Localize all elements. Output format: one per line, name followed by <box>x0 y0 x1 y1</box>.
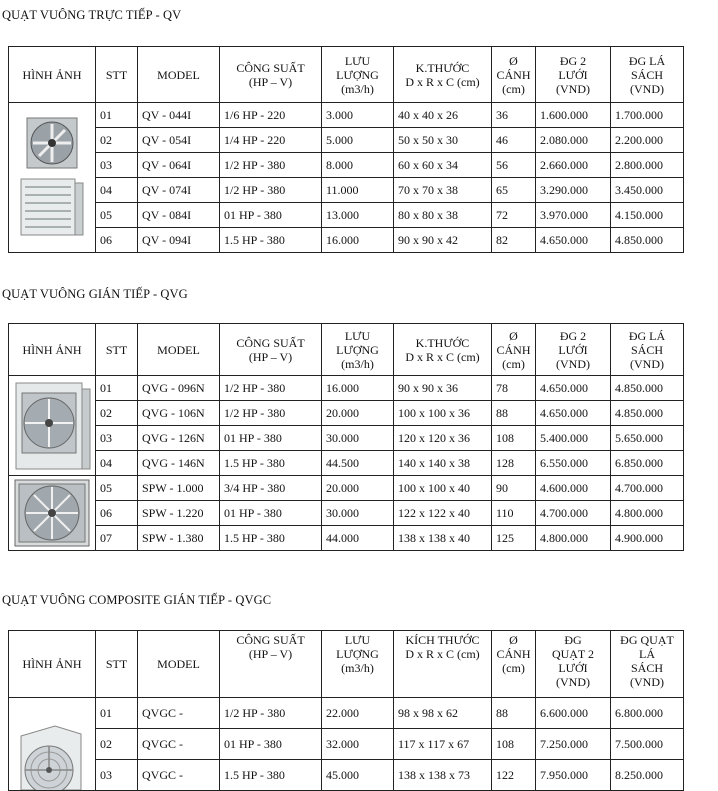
cell-stt: 02 <box>96 729 138 760</box>
table-row <box>9 153 684 178</box>
table-row <box>9 203 684 228</box>
col-header-blade: Ø CÁNH (cm) <box>492 47 536 103</box>
table-row <box>9 526 684 551</box>
cell-price-louver: 6.850.000 <box>611 451 684 476</box>
cell-flow: 3.000 <box>322 103 394 128</box>
col-header-image: HÌNH ẢNH <box>9 324 96 376</box>
cell-size: 90 x 90 x 36 <box>394 376 492 401</box>
product-image-cell <box>9 698 96 791</box>
cell-size: 40 x 40 x 26 <box>394 103 492 128</box>
col-header-stt: STT <box>96 631 138 698</box>
table-row <box>9 698 684 729</box>
cell-price-mesh: 5.400.000 <box>536 426 611 451</box>
col-header-power: CÔNG SUẤT (HP – V) <box>220 47 322 103</box>
cell-price-louver: 4.850.000 <box>611 401 684 426</box>
fan-louver-image <box>19 177 85 239</box>
table-row <box>9 178 684 203</box>
fan-mesh-image <box>26 117 78 169</box>
col-header-size: K.THƯỚC D x R x C (cm) <box>394 324 492 376</box>
product-image-cell <box>9 103 96 253</box>
cell-price-mesh: 6.600.000 <box>536 698 611 729</box>
cell-stt: 03 <box>96 760 138 791</box>
cell-model: QVG - 146N <box>138 451 220 476</box>
cell-model: QV - 074I <box>138 178 220 203</box>
cell-stt: 01 <box>96 376 138 401</box>
cell-blade: 82 <box>492 228 536 253</box>
table-row <box>9 426 684 451</box>
cell-price-louver: 2.800.000 <box>611 153 684 178</box>
cell-stt: 06 <box>96 501 138 526</box>
table-row <box>9 228 684 253</box>
table-row <box>9 476 684 501</box>
cell-model: QV - 094I <box>138 228 220 253</box>
cell-power: 01 HP - 380 <box>220 203 322 228</box>
cell-size: 90 x 90 x 42 <box>394 228 492 253</box>
cell-size: 70 x 70 x 38 <box>394 178 492 203</box>
cell-stt: 03 <box>96 153 138 178</box>
cell-flow: 13.000 <box>322 203 394 228</box>
cell-price-mesh: 3.970.000 <box>536 203 611 228</box>
cell-price-louver: 6.800.000 <box>611 698 684 729</box>
cell-price-louver: 4.800.000 <box>611 501 684 526</box>
table-row <box>9 401 684 426</box>
price-table-qvg <box>8 323 684 551</box>
cell-blade: 110 <box>492 501 536 526</box>
col-header-size: KÍCH THƯỚC D x R x C (cm) <box>394 631 492 698</box>
table-header-row <box>9 324 684 376</box>
cell-price-mesh: 2.080.000 <box>536 128 611 153</box>
cell-price-louver: 8.250.000 <box>611 760 684 791</box>
col-header-price-louver: ĐG LÁ SÁCH (VND) <box>611 324 684 376</box>
cell-price-louver: 4.850.000 <box>611 228 684 253</box>
cell-model: SPW - 1.380 <box>138 526 220 551</box>
product-image-cell <box>9 376 96 476</box>
table-row <box>9 760 684 791</box>
col-header-blade: Ø CÁNH (cm) <box>492 324 536 376</box>
cell-price-mesh: 2.660.000 <box>536 153 611 178</box>
cell-model: QV - 084I <box>138 203 220 228</box>
cell-flow: 16.000 <box>322 376 394 401</box>
col-header-stt: STT <box>96 324 138 376</box>
cell-size: 122 x 122 x 40 <box>394 501 492 526</box>
cell-power: 1.5 HP - 380 <box>220 526 322 551</box>
section-title-qv: QUẠT VUÔNG TRỰC TIẾP - QV <box>2 8 182 22</box>
cell-flow: 30.000 <box>322 501 394 526</box>
col-header-price-mesh: ĐG 2 LƯỚI (VND) <box>536 47 611 103</box>
cell-blade: 122 <box>492 760 536 791</box>
col-header-power: CÔNG SUẤT (HP – V) <box>220 631 322 698</box>
cell-stt: 02 <box>96 128 138 153</box>
table-row <box>9 729 684 760</box>
table-header-row <box>9 47 684 103</box>
cell-stt: 01 <box>96 698 138 729</box>
cell-blade: 56 <box>492 153 536 178</box>
cell-price-louver: 4.700.000 <box>611 476 684 501</box>
cell-stt: 07 <box>96 526 138 551</box>
col-header-image: HÌNH ẢNH <box>9 631 96 698</box>
cell-stt: 02 <box>96 401 138 426</box>
cell-size: 60 x 60 x 34 <box>394 153 492 178</box>
cell-stt: 01 <box>96 103 138 128</box>
cell-stt: 04 <box>96 451 138 476</box>
product-image-cell <box>9 476 96 551</box>
cell-flow: 20.000 <box>322 476 394 501</box>
cell-price-mesh: 4.800.000 <box>536 526 611 551</box>
table-row <box>9 128 684 153</box>
cell-price-mesh: 4.650.000 <box>536 376 611 401</box>
fan-indirect-image <box>10 379 94 473</box>
cell-price-louver: 3.450.000 <box>611 178 684 203</box>
cell-power: 1/2 HP - 380 <box>220 178 322 203</box>
cell-model: QVG - 106N <box>138 401 220 426</box>
cell-price-mesh: 4.600.000 <box>536 476 611 501</box>
section-title-qvgc: QUẠT VUÔNG COMPOSITE GIÁN TIẾP - QVGC <box>2 593 272 607</box>
table-row <box>9 501 684 526</box>
cell-stt: 04 <box>96 178 138 203</box>
cell-size: 50 x 50 x 30 <box>394 128 492 153</box>
cell-blade: 46 <box>492 128 536 153</box>
cell-price-mesh: 1.600.000 <box>536 103 611 128</box>
cell-price-louver: 5.650.000 <box>611 426 684 451</box>
section-title-qvg: QUẠT VUÔNG GIÁN TIẾP - QVG <box>2 287 188 301</box>
cell-flow: 16.000 <box>322 228 394 253</box>
cell-blade: 108 <box>492 729 536 760</box>
col-header-price-mesh: ĐG QUẠT 2 LƯỚI (VND) <box>536 631 611 698</box>
cell-blade: 36 <box>492 103 536 128</box>
cell-size: 98 x 98 x 62 <box>394 698 492 729</box>
price-table-qv <box>8 46 684 253</box>
cell-model: QVGC - <box>138 760 220 791</box>
col-header-flow: LƯU LƯỢNG (m3/h) <box>322 324 394 376</box>
cell-blade: 88 <box>492 698 536 729</box>
table-row <box>9 376 684 401</box>
col-header-price-mesh: ĐG 2 LƯỚI (VND) <box>536 324 611 376</box>
cell-blade: 65 <box>492 178 536 203</box>
cell-stt: 03 <box>96 426 138 451</box>
col-header-size: K.THƯỚC D x R x C (cm) <box>394 47 492 103</box>
cell-power: 1/2 HP - 380 <box>220 376 322 401</box>
cell-size: 80 x 80 x 38 <box>394 203 492 228</box>
cell-flow: 32.000 <box>322 729 394 760</box>
cell-flow: 44.500 <box>322 451 394 476</box>
cell-power: 01 HP - 380 <box>220 426 322 451</box>
cell-power: 1.5 HP - 380 <box>220 228 322 253</box>
cell-blade: 125 <box>492 526 536 551</box>
cell-flow: 30.000 <box>322 426 394 451</box>
cell-power: 1/6 HP - 220 <box>220 103 322 128</box>
col-header-model: MODEL <box>138 47 220 103</box>
cell-model: SPW - 1.000 <box>138 476 220 501</box>
cell-power: 1/2 HP - 380 <box>220 153 322 178</box>
cell-price-mesh: 4.650.000 <box>536 401 611 426</box>
cell-flow: 8.000 <box>322 153 394 178</box>
cell-price-mesh: 3.290.000 <box>536 178 611 203</box>
cell-price-mesh: 7.950.000 <box>536 760 611 791</box>
cell-price-mesh: 7.250.000 <box>536 729 611 760</box>
cell-blade: 108 <box>492 426 536 451</box>
cell-power: 01 HP - 380 <box>220 729 322 760</box>
cell-model: QVG - 096N <box>138 376 220 401</box>
col-header-power: CÔNG SUẤT (HP – V) <box>220 324 322 376</box>
cell-blade: 78 <box>492 376 536 401</box>
cell-size: 100 x 100 x 40 <box>394 476 492 501</box>
cell-flow: 22.000 <box>322 698 394 729</box>
fan-spw-image <box>13 478 91 548</box>
fan-composite-image <box>15 720 85 790</box>
col-header-flow: LƯU LƯỢNG (m3/h) <box>322 631 394 698</box>
table-row <box>9 103 684 128</box>
col-header-price-louver: ĐG LÁ SÁCH (VND) <box>611 47 684 103</box>
cell-power: 1.5 HP - 380 <box>220 760 322 791</box>
table-header-row <box>9 631 684 698</box>
cell-model: QVGC - <box>138 729 220 760</box>
cell-size: 138 x 138 x 40 <box>394 526 492 551</box>
cell-price-louver: 4.850.000 <box>611 376 684 401</box>
cell-price-mesh: 4.700.000 <box>536 501 611 526</box>
cell-stt: 06 <box>96 228 138 253</box>
cell-flow: 44.000 <box>322 526 394 551</box>
cell-size: 100 x 100 x 36 <box>394 401 492 426</box>
cell-flow: 5.000 <box>322 128 394 153</box>
cell-stt: 05 <box>96 203 138 228</box>
cell-price-louver: 7.500.000 <box>611 729 684 760</box>
cell-stt: 05 <box>96 476 138 501</box>
cell-flow: 20.000 <box>322 401 394 426</box>
cell-power: 01 HP - 380 <box>220 501 322 526</box>
cell-power: 1/4 HP - 220 <box>220 128 322 153</box>
cell-power: 1/2 HP - 380 <box>220 401 322 426</box>
cell-power: 1/2 HP - 380 <box>220 698 322 729</box>
cell-model: QV - 054I <box>138 128 220 153</box>
cell-blade: 128 <box>492 451 536 476</box>
cell-flow: 45.000 <box>322 760 394 791</box>
cell-blade: 72 <box>492 203 536 228</box>
cell-power: 3/4 HP - 380 <box>220 476 322 501</box>
col-header-blade: Ø CÁNH (cm) <box>492 631 536 698</box>
col-header-model: MODEL <box>138 324 220 376</box>
cell-price-mesh: 6.550.000 <box>536 451 611 476</box>
cell-size: 120 x 120 x 36 <box>394 426 492 451</box>
cell-model: QVGC - <box>138 698 220 729</box>
col-header-price-louver: ĐG QUẠT LÁ SÁCH (VND) <box>611 631 684 698</box>
cell-size: 117 x 117 x 67 <box>394 729 492 760</box>
cell-model: QVG - 126N <box>138 426 220 451</box>
col-header-image: HÌNH ẢNH <box>9 47 96 103</box>
cell-model: QV - 064I <box>138 153 220 178</box>
price-table-qvgc <box>8 630 684 791</box>
col-header-flow: LƯU LƯỢNG (m3/h) <box>322 47 394 103</box>
cell-price-louver: 2.200.000 <box>611 128 684 153</box>
cell-model: SPW - 1.220 <box>138 501 220 526</box>
cell-size: 140 x 140 x 38 <box>394 451 492 476</box>
cell-blade: 88 <box>492 401 536 426</box>
cell-price-louver: 4.150.000 <box>611 203 684 228</box>
cell-price-louver: 1.700.000 <box>611 103 684 128</box>
cell-power: 1.5 HP - 380 <box>220 451 322 476</box>
cell-size: 138 x 138 x 73 <box>394 760 492 791</box>
cell-blade: 90 <box>492 476 536 501</box>
table-row <box>9 451 684 476</box>
cell-price-louver: 4.900.000 <box>611 526 684 551</box>
cell-model: QV - 044I <box>138 103 220 128</box>
col-header-model: MODEL <box>138 631 220 698</box>
cell-flow: 11.000 <box>322 178 394 203</box>
col-header-stt: STT <box>96 47 138 103</box>
cell-price-mesh: 4.650.000 <box>536 228 611 253</box>
